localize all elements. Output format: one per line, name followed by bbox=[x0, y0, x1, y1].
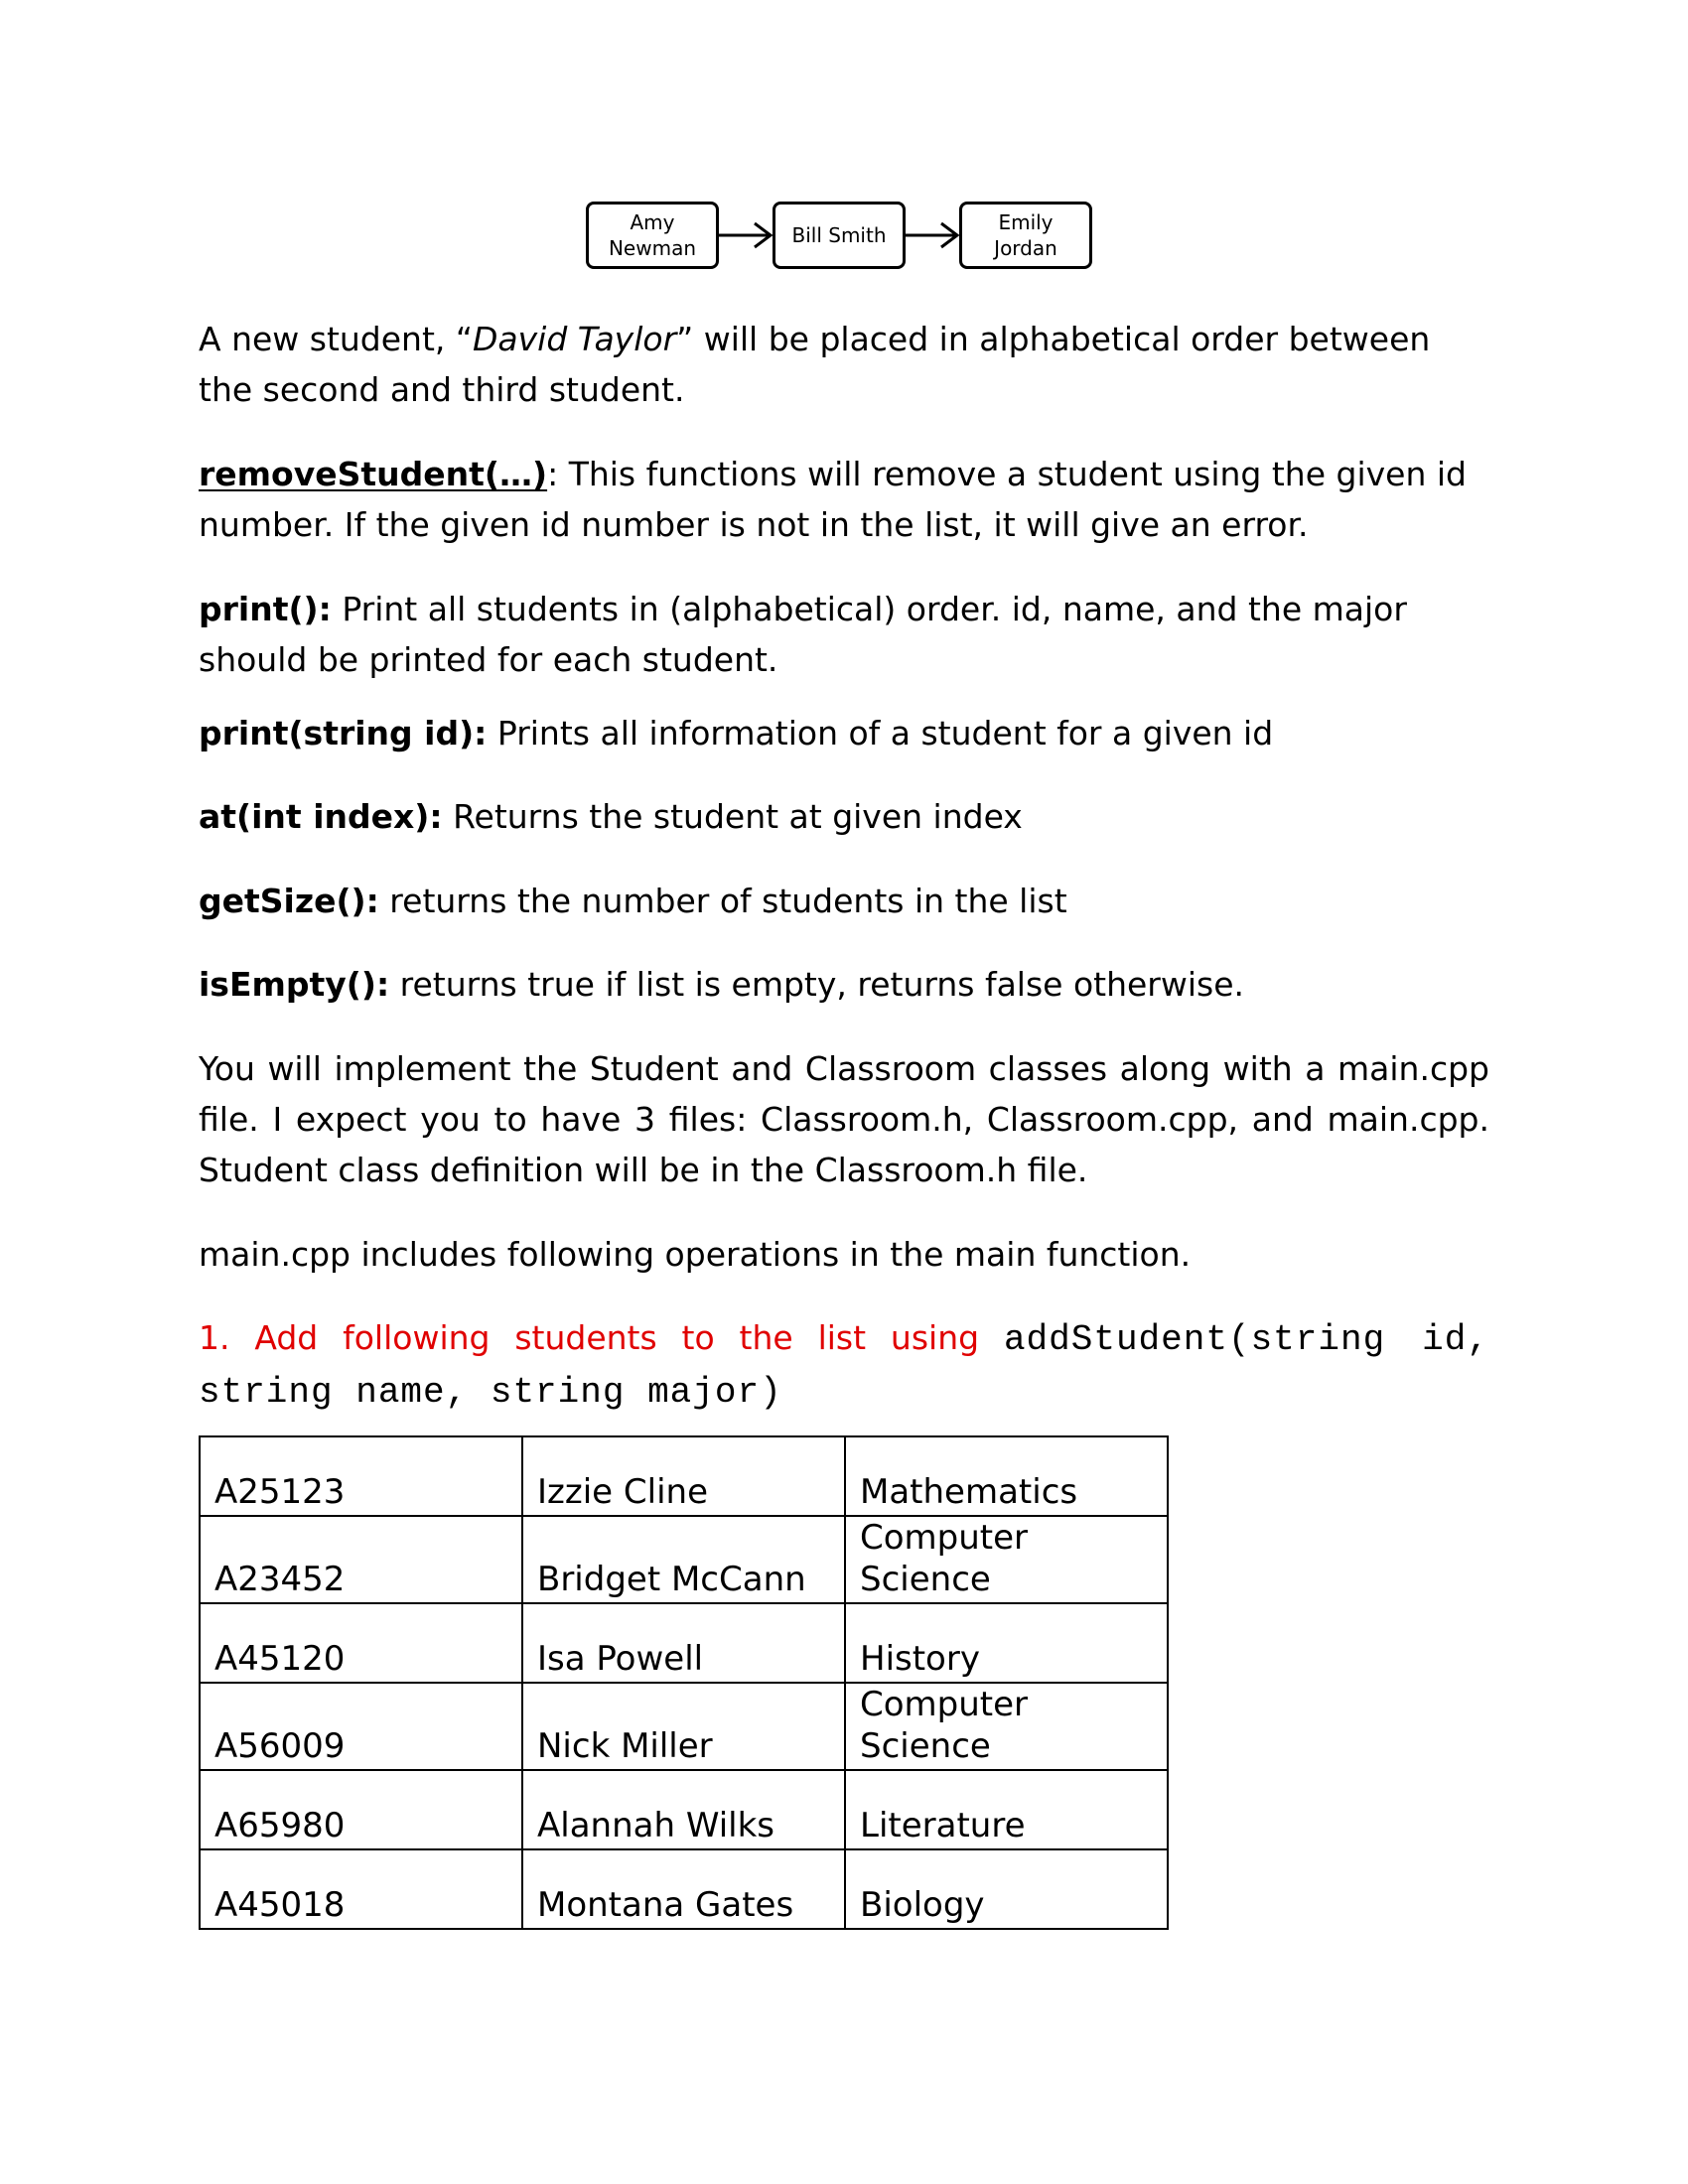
students-table bbox=[199, 1435, 1169, 1930]
student-major-cell bbox=[845, 1603, 1168, 1683]
function-term: isEmpty(): bbox=[199, 965, 390, 1004]
student-name-cell bbox=[522, 1516, 845, 1603]
linked-list-diagram bbox=[586, 202, 1102, 273]
student-id-cell bbox=[200, 1516, 522, 1603]
node-label-line2: Jordan bbox=[994, 236, 1057, 260]
student-name-cell bbox=[522, 1603, 845, 1683]
student-name-italic: David Taylor bbox=[473, 320, 677, 358]
cell-text: A56009 bbox=[214, 1726, 346, 1766]
node-label-line1: Bill Smith bbox=[791, 223, 887, 247]
student-name-cell bbox=[522, 1683, 845, 1770]
step-one-paragraph bbox=[199, 1312, 1489, 1418]
function-description: Print all students in (alphabetical) order. id, name, and the major should be printed for each student. bbox=[199, 590, 1407, 679]
student-major-cell bbox=[845, 1849, 1168, 1929]
student-id-cell bbox=[200, 1436, 522, 1516]
student-id-cell bbox=[200, 1683, 522, 1770]
cell-text: A25123 bbox=[214, 1472, 346, 1512]
text-run: A new student, “ bbox=[199, 320, 473, 358]
student-name-cell bbox=[522, 1849, 845, 1929]
node-label-line1: Amy bbox=[630, 210, 675, 234]
function-description: Returns the student at given index bbox=[442, 797, 1023, 836]
cell-text: Montana Gates bbox=[537, 1885, 794, 1925]
function-description: Prints all information of a student for a given id bbox=[487, 714, 1274, 752]
cell-text: Biology bbox=[860, 1885, 985, 1925]
table-row bbox=[200, 1516, 1168, 1603]
get-size-paragraph bbox=[199, 876, 1489, 926]
function-term: at(int index): bbox=[199, 797, 443, 836]
arrow-icon bbox=[906, 202, 959, 269]
implementation-paragraph: You will implement the Student and Classroom classes along with a main.cpp file. I expect you to have 3 files: Classroom.h, Classroom.cpp, and main.cpp. Student class definition will be in the Classroom.h file. bbox=[199, 1049, 1489, 1189]
function-signature: addStudent(string id, string name, string major) bbox=[199, 1319, 1489, 1413]
cell-text: Mathematics bbox=[860, 1472, 1078, 1512]
step-instruction: 1. Add following students to the list using bbox=[199, 1318, 1004, 1357]
student-id-cell bbox=[200, 1770, 522, 1849]
text-run: ” will be placed in alphabetical order between the second and third student. bbox=[199, 320, 1431, 409]
student-name-cell bbox=[522, 1770, 845, 1849]
cell-text: Isa Powell bbox=[537, 1639, 704, 1679]
table-row bbox=[200, 1436, 1168, 1516]
cell-text: Computer Science bbox=[860, 1518, 1029, 1599]
student-major-cell bbox=[845, 1683, 1168, 1770]
student-major-cell bbox=[845, 1436, 1168, 1516]
student-major-cell bbox=[845, 1516, 1168, 1603]
list-node-emily-jordan bbox=[959, 202, 1092, 269]
cell-text: Literature bbox=[860, 1806, 1026, 1845]
list-node-bill-smith bbox=[773, 202, 906, 269]
function-term: removeStudent(…) bbox=[199, 455, 548, 493]
cell-text: A65980 bbox=[214, 1806, 346, 1845]
cell-text: Nick Miller bbox=[537, 1726, 713, 1766]
function-term: print(): bbox=[199, 590, 332, 628]
list-node-amy-newman bbox=[586, 202, 719, 269]
remove-student-paragraph bbox=[199, 449, 1489, 550]
is-empty-paragraph bbox=[199, 959, 1489, 1010]
student-major-cell bbox=[845, 1770, 1168, 1849]
node-label-line1: Emily bbox=[998, 210, 1054, 234]
print-id-paragraph bbox=[199, 708, 1489, 758]
cell-text: A23452 bbox=[214, 1560, 346, 1599]
function-description: returns the number of students in the list bbox=[378, 882, 1067, 920]
cell-text: A45018 bbox=[214, 1885, 346, 1925]
table-row bbox=[200, 1770, 1168, 1849]
cell-text: History bbox=[860, 1639, 980, 1679]
student-id-cell bbox=[200, 1849, 522, 1929]
table-row bbox=[200, 1603, 1168, 1683]
new-student-paragraph bbox=[199, 314, 1489, 415]
function-description: returns true if list is empty, returns false otherwise. bbox=[389, 965, 1245, 1004]
table-row bbox=[200, 1683, 1168, 1770]
function-term: print(string id): bbox=[199, 714, 488, 752]
at-index-paragraph bbox=[199, 791, 1489, 842]
cell-text: Computer Science bbox=[860, 1685, 1029, 1766]
print-all-paragraph bbox=[199, 584, 1489, 685]
student-id-cell bbox=[200, 1603, 522, 1683]
node-label-line2: Newman bbox=[608, 236, 697, 260]
text-run: : bbox=[547, 455, 559, 493]
student-name-cell bbox=[522, 1436, 845, 1516]
function-description: This functions will remove a student using the given id number. If the given id number is not in the list, it will give an error. bbox=[199, 455, 1467, 544]
cell-text: A45120 bbox=[214, 1639, 346, 1679]
cell-text: Bridget McCann bbox=[537, 1560, 806, 1599]
cell-text: Izzie Cline bbox=[537, 1472, 708, 1512]
arrow-icon bbox=[719, 202, 773, 269]
main-operations-paragraph: main.cpp includes following operations in the main function. bbox=[199, 1235, 1192, 1274]
table-row bbox=[200, 1849, 1168, 1929]
cell-text: Alannah Wilks bbox=[537, 1806, 774, 1845]
function-term: getSize(): bbox=[199, 882, 379, 920]
